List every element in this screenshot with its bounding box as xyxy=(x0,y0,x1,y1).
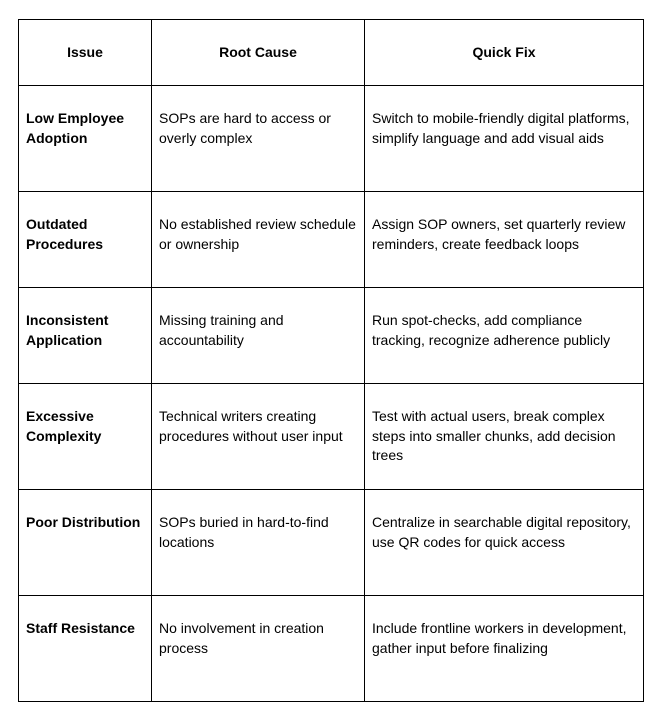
root-cause-cell: No involvement in creation process xyxy=(152,596,365,702)
header-root-cause: Root Cause xyxy=(152,20,365,86)
quick-fix-cell: Test with actual users, break complex steps into smaller chunks, add decision trees xyxy=(365,384,644,490)
table-row xyxy=(19,490,644,596)
root-cause-cell: Technical writers creating procedures without user input xyxy=(152,384,365,490)
root-cause-cell: No established review schedule or ownership xyxy=(152,192,365,288)
issue-cell: Staff Resistance xyxy=(19,596,152,702)
sop-issues-table xyxy=(18,19,644,702)
issue-cell: Poor Distribution xyxy=(19,490,152,596)
table-row xyxy=(19,384,644,490)
quick-fix-cell: Assign SOP owners, set quarterly review reminders, create feedback loops xyxy=(365,192,644,288)
table-row xyxy=(19,192,644,288)
root-cause-cell: SOPs are hard to access or overly complex xyxy=(152,86,365,192)
issue-cell: Outdated Procedures xyxy=(19,192,152,288)
table-header-row xyxy=(19,20,644,86)
table-row xyxy=(19,288,644,384)
header-quick-fix: Quick Fix xyxy=(365,20,644,86)
quick-fix-cell: Switch to mobile-friendly digital platforms, simplify language and add visual aids xyxy=(365,86,644,192)
root-cause-cell: SOPs buried in hard-to-find locations xyxy=(152,490,365,596)
quick-fix-cell: Run spot-checks, add compliance tracking, recognize adherence publicly xyxy=(365,288,644,384)
header-issue: Issue xyxy=(19,20,152,86)
issue-cell: Inconsistent Application xyxy=(19,288,152,384)
issue-cell: Excessive Complexity xyxy=(19,384,152,490)
quick-fix-cell: Centralize in searchable digital repository, use QR codes for quick access xyxy=(365,490,644,596)
quick-fix-cell: Include frontline workers in development, gather input before finalizing xyxy=(365,596,644,702)
table-row xyxy=(19,596,644,702)
table-row xyxy=(19,86,644,192)
issue-cell: Low Employee Adoption xyxy=(19,86,152,192)
root-cause-cell: Missing training and accountability xyxy=(152,288,365,384)
